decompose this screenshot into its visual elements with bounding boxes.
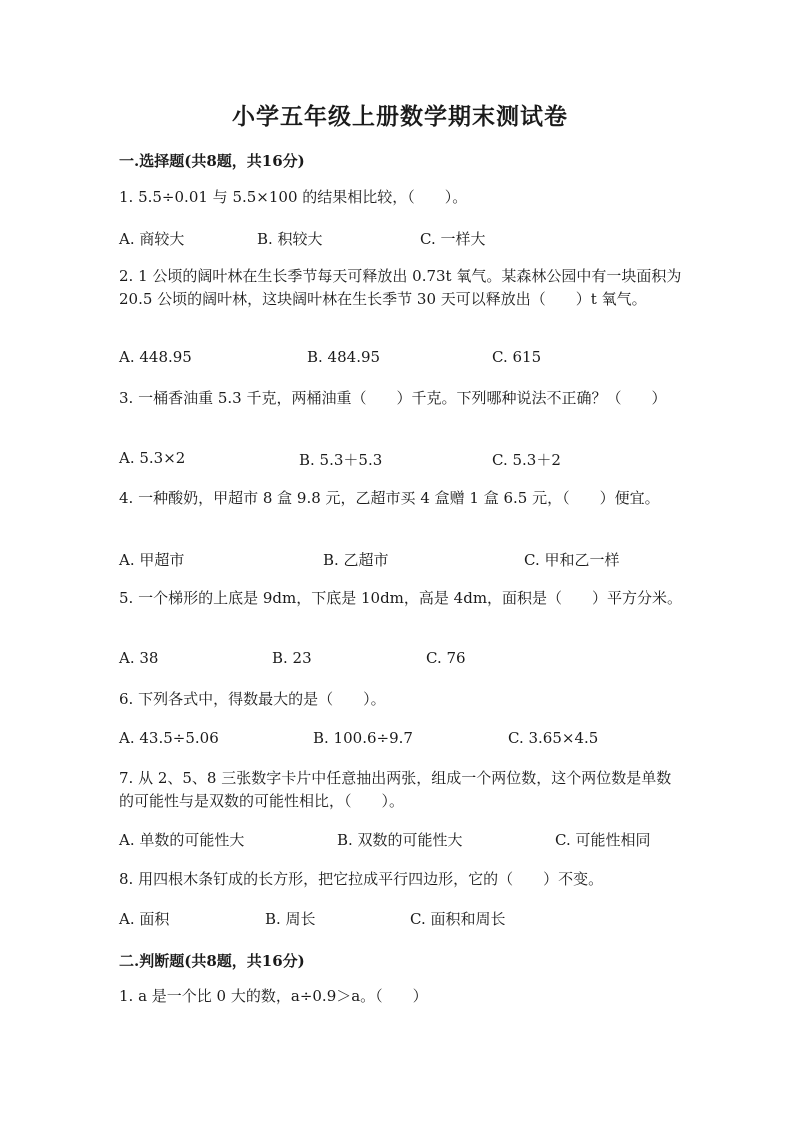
question-8: 8. 用四根木条钉成的长方形，把它拉成平行四边形，它的（ ）不变。: [119, 870, 604, 888]
option-a: A. 单数的可能性大: [119, 831, 245, 849]
question-3: 3. 一桶香油重 5.3 千克，两桶油重（ ）千克。下列哪种说法不正确？（ ）: [119, 389, 667, 407]
option-c: C. 76: [426, 649, 466, 667]
options-2: [119, 348, 719, 370]
option-a: A. 448.95: [119, 348, 192, 366]
option-a: A. 5.3×2: [119, 449, 186, 467]
option-a: A. 38: [119, 649, 159, 667]
option-b: B. 100.6÷9.7: [313, 729, 413, 747]
option-a: A. 商较大: [119, 230, 185, 248]
question-2: 2. 1 公顷的阔叶林在生长季节每天可释放出 0.73t 氧气。某森林公园中有一块面积为 20.5 公顷的阔叶林，这块阔叶林在生长季节 30 天可以释放出（ ）t 氧气。: [119, 267, 682, 308]
option-c: C. 一样大: [420, 230, 486, 248]
option-b: B. 484.95: [307, 348, 381, 366]
options-3: [119, 449, 719, 471]
section-heading-judge: 二.判断题(共8题，共16分): [119, 952, 305, 970]
option-b: B. 双数的可能性大: [337, 831, 463, 849]
option-c: C. 615: [492, 348, 542, 366]
option-c: C. 3.65×4.5: [508, 729, 599, 747]
option-c: C. 可能性相同: [555, 831, 651, 849]
option-c: C. 甲和乙一样: [524, 551, 620, 569]
exam-title: 小学五年级上册数学期末测试卷: [232, 103, 568, 130]
option-b: B. 积较大: [257, 230, 323, 248]
question-4: 4. 一种酸奶，甲超市 8 盒 9.8 元，乙超市买 4 盒赠 1 盒 6.5 元，（ ）便宜。: [119, 489, 660, 507]
option-a: A. 面积: [119, 910, 170, 928]
option-b: B. 周长: [265, 910, 316, 928]
option-b: B. 23: [272, 649, 312, 667]
judge-question-1: 1. a 是一个比 0 大的数，a÷0.9＞a。（ ）: [119, 987, 428, 1005]
options-5: [119, 649, 719, 671]
options-7: [119, 829, 719, 851]
question-6: 6. 下列各式中，得数最大的是（ ）。: [119, 690, 386, 708]
option-b: B. 乙超市: [323, 551, 389, 569]
options-4: [119, 549, 719, 571]
question-5: 5. 一个梯形的上底是 9dm，下底是 10dm，高是 4dm，面积是（ ）平方分米。: [119, 589, 683, 607]
option-c: C. 5.3＋2: [492, 451, 561, 469]
option-b: B. 5.3＋5.3: [299, 451, 383, 469]
section-heading-choice: 一.选择题(共8题，共16分): [119, 152, 305, 170]
option-a: A. 43.5÷5.06: [119, 729, 219, 747]
question-7: 7. 从 2、5、8 三张数字卡片中任意抽出两张，组成一个两位数，这个两位数是单数的可能性与是双数的可能性相比，（ ）。: [119, 769, 672, 810]
options-6: [119, 729, 719, 751]
option-a: A. 甲超市: [119, 551, 185, 569]
options-8: [119, 908, 719, 930]
option-c: C. 面积和周长: [410, 910, 506, 928]
question-1: 1. 5.5÷0.01 与 5.5×100 的结果相比较，（ ）。: [119, 188, 468, 206]
options-1: [119, 228, 719, 250]
